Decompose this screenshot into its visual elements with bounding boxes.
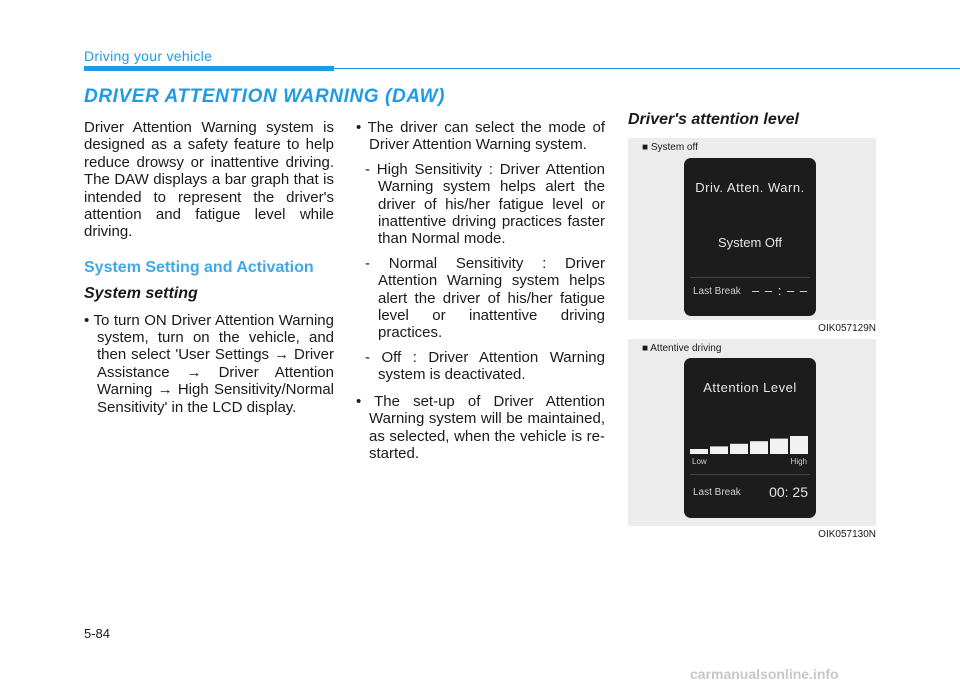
page-number: 5-84 <box>84 626 111 641</box>
attention-bar <box>750 441 768 454</box>
attention-bar <box>770 439 788 454</box>
bullet-select-mode: • The driver can select the mode of Driver Attention Warning system. <box>356 119 605 154</box>
attention-level-heading: Driver's attention level <box>628 111 799 128</box>
bullet-turn-on: • To turn ON Driver Attention Warning system, turn on the vehicle, and then select 'User Settings → Driver Assistance → Driver Attention Warning → High Sensitivity/Normal Sensitivity' in the LCD display. <box>84 311 334 416</box>
last-break-label: Last Break <box>693 286 741 297</box>
dash-normal-sensitivity: - Normal Sensitivity : Driver Attention Warning system helps alert the driver of his/her fatigue level or inattentive driving practices. <box>365 254 605 342</box>
screen-divider <box>690 474 810 475</box>
attention-bar <box>710 446 728 454</box>
screen-title: Attention Level <box>703 380 797 395</box>
bullet-setup-maintained: • The set-up of Driver Attention Warning system will be maintained, as selected, when the vehicle is re-started. <box>356 392 605 462</box>
dash-off: - Off : Driver Attention Warning system is deactivated. <box>365 348 605 384</box>
last-break-label: Last Break <box>693 487 741 498</box>
figure-code: OIK057130N <box>818 529 876 540</box>
last-break-value: 00: 25 <box>769 484 808 500</box>
low-label: Low <box>692 457 707 466</box>
attention-bar-graph <box>690 432 810 456</box>
attention-bar <box>730 444 748 454</box>
screen-divider <box>690 277 810 278</box>
header-rule <box>334 68 960 69</box>
dash-high-sensitivity: - High Sensitivity : Driver Attention Warning system helps alert the driver of his/her fatigue level or inattentive driving practices faster than Normal mode. <box>365 160 605 248</box>
panel-label: ■ System off <box>642 142 698 153</box>
last-break-value: – – : – – <box>752 283 808 298</box>
intro-paragraph: Driver Attention Warning system is designed as a safety feature to help reduce drowsy or inattentive driving. The DAW displays a bar graph that is intended to represent the driver's attention and fatigue level while driving. <box>84 119 334 241</box>
cluster-display-attentive <box>684 358 816 518</box>
column-1 <box>84 119 334 416</box>
screen-status: System Off <box>717 235 783 250</box>
subheading: System Setting and Activation <box>84 258 314 276</box>
cluster-display-system-off <box>684 158 816 316</box>
subsubheading: System setting <box>84 285 198 303</box>
high-label: High <box>790 457 807 466</box>
column-2 <box>356 119 605 462</box>
header-accent-bar <box>84 66 334 71</box>
screen-title: Driv. Atten. Warn. <box>695 180 805 195</box>
attention-bar <box>790 436 808 454</box>
attention-bar <box>690 449 708 454</box>
page-title: DRIVER ATTENTION WARNING (DAW) <box>84 86 446 107</box>
section-header: Driving your vehicle <box>84 48 213 64</box>
figure-code: OIK057129N <box>818 323 876 334</box>
footer-watermark: carmanualsonline.info <box>690 666 839 682</box>
panel-label: ■ Attentive driving <box>642 343 722 354</box>
